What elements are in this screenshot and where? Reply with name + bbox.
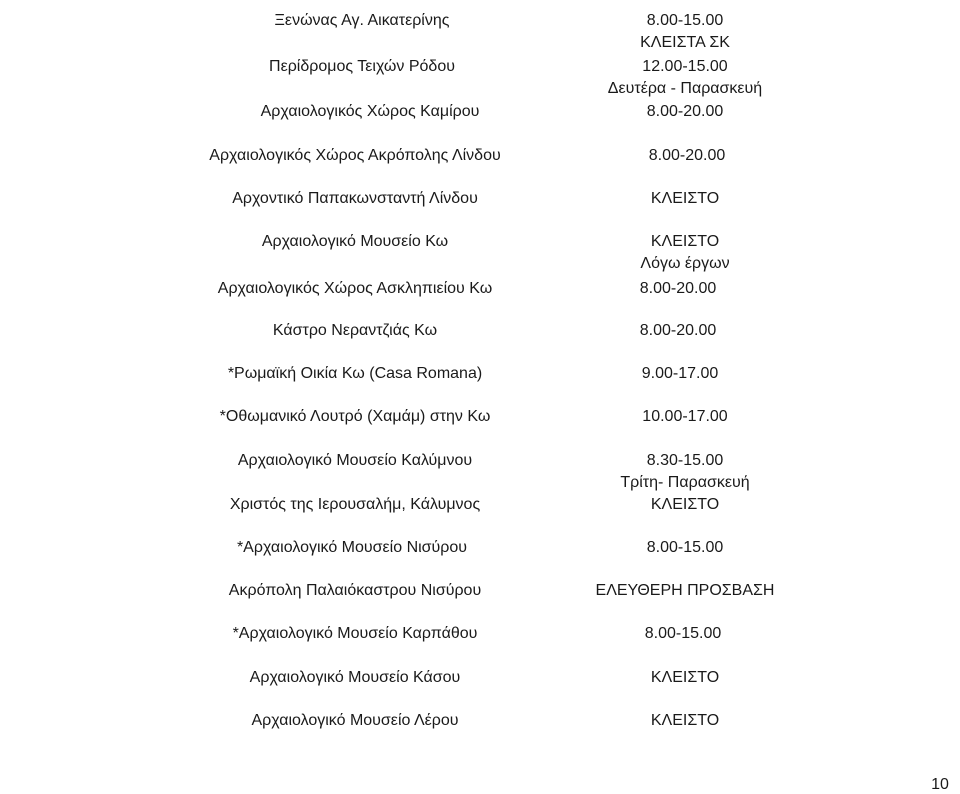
opening-hours bbox=[595, 667, 775, 689]
site-name: *Ρωμαϊκή Οικία Κω (Casa Romana) bbox=[227, 365, 483, 382]
site-name: Ξενώνας Αγ. Αικατερίνης bbox=[274, 12, 450, 29]
opening-hours bbox=[570, 580, 800, 602]
opening-hours bbox=[570, 450, 800, 494]
opening-hours bbox=[570, 56, 800, 100]
hours-line: ΚΛΕΙΣΤΑ ΣΚ bbox=[640, 34, 730, 51]
site-name: *Αρχαιολογικό Μουσείο Καρπάθου bbox=[232, 625, 478, 642]
site-name: Κάστρο Νεραντζιάς Κω bbox=[272, 322, 438, 339]
site-name: Περίδρομος Τειχών Ρόδου bbox=[269, 58, 455, 75]
opening-hours bbox=[595, 494, 775, 516]
hours-line: 8.00-20.00 bbox=[639, 280, 717, 297]
hours-line: Δευτέρα - Παρασκευή bbox=[607, 80, 763, 97]
opening-hours bbox=[608, 623, 758, 645]
opening-hours bbox=[610, 537, 760, 559]
opening-hours bbox=[612, 145, 762, 167]
site-name: *Οθωμανικό Λουτρό (Χαμάμ) στην Κω bbox=[219, 408, 491, 425]
hours-line: 8.00-20.00 bbox=[646, 103, 724, 120]
opening-hours bbox=[605, 363, 755, 385]
opening-hours bbox=[570, 10, 800, 54]
hours-line: ΚΛΕΙΣΤΟ bbox=[650, 669, 720, 686]
hours-line: ΚΛΕΙΣΤΟ bbox=[650, 496, 720, 513]
hours-line: 9.00-17.00 bbox=[641, 365, 719, 382]
opening-hours bbox=[603, 278, 753, 300]
site-name: Αρχαιολογικό Μουσείο Κω bbox=[261, 233, 449, 250]
hours-line: ΚΛΕΙΣΤΟ bbox=[650, 712, 720, 729]
opening-hours bbox=[595, 188, 775, 210]
site-name: Αρχαιολογικό Μουσείο Καλύμνου bbox=[237, 452, 473, 469]
hours-line: 10.00-17.00 bbox=[642, 408, 728, 425]
hours-line: 8.00-20.00 bbox=[639, 322, 717, 339]
hours-line: 8.00-15.00 bbox=[646, 12, 724, 29]
opening-hours bbox=[595, 231, 775, 275]
site-name: Αρχοντικό Παπακωνσταντή Λίνδου bbox=[232, 190, 478, 207]
hours-line: Τρίτη- Παρασκευή bbox=[620, 474, 750, 491]
site-name: Αρχαιολογικός Χώρος Ασκληπιείου Κω bbox=[217, 280, 493, 297]
site-name: Ακρόπολη Παλαιόκαστρου Νισύρου bbox=[228, 582, 482, 599]
page-number: 10 bbox=[931, 776, 949, 793]
hours-line: ΕΛΕΥΘΕΡΗ ΠΡΟΣΒΑΣΗ bbox=[595, 582, 775, 599]
site-name: Αρχαιολογικός Χώρος Καμίρου bbox=[260, 103, 480, 120]
hours-line: Λόγω έργων bbox=[640, 255, 730, 272]
opening-hours bbox=[595, 710, 775, 732]
hours-line: 8.00-15.00 bbox=[646, 539, 724, 556]
opening-hours bbox=[603, 320, 753, 342]
site-name: Αρχαιολογικό Μουσείο Κάσου bbox=[249, 669, 461, 686]
opening-hours bbox=[610, 406, 760, 428]
site-name: Χριστός της Ιερουσαλήμ, Κάλυμνος bbox=[229, 496, 481, 513]
hours-line: 8.30-15.00 bbox=[646, 452, 724, 469]
site-name: Αρχαιολογικό Μουσείο Λέρου bbox=[251, 712, 459, 729]
hours-line: ΚΛΕΙΣΤΟ bbox=[650, 190, 720, 207]
opening-hours bbox=[610, 101, 760, 123]
hours-line: 8.00-20.00 bbox=[648, 147, 726, 164]
hours-line: ΚΛΕΙΣΤΟ bbox=[650, 233, 720, 250]
site-name: *Αρχαιολογικό Μουσείο Νισύρου bbox=[236, 539, 468, 556]
hours-line: 8.00-15.00 bbox=[644, 625, 722, 642]
hours-line: 12.00-15.00 bbox=[642, 58, 728, 75]
site-name: Αρχαιολογικός Χώρος Ακρόπολης Λίνδου bbox=[209, 147, 501, 164]
